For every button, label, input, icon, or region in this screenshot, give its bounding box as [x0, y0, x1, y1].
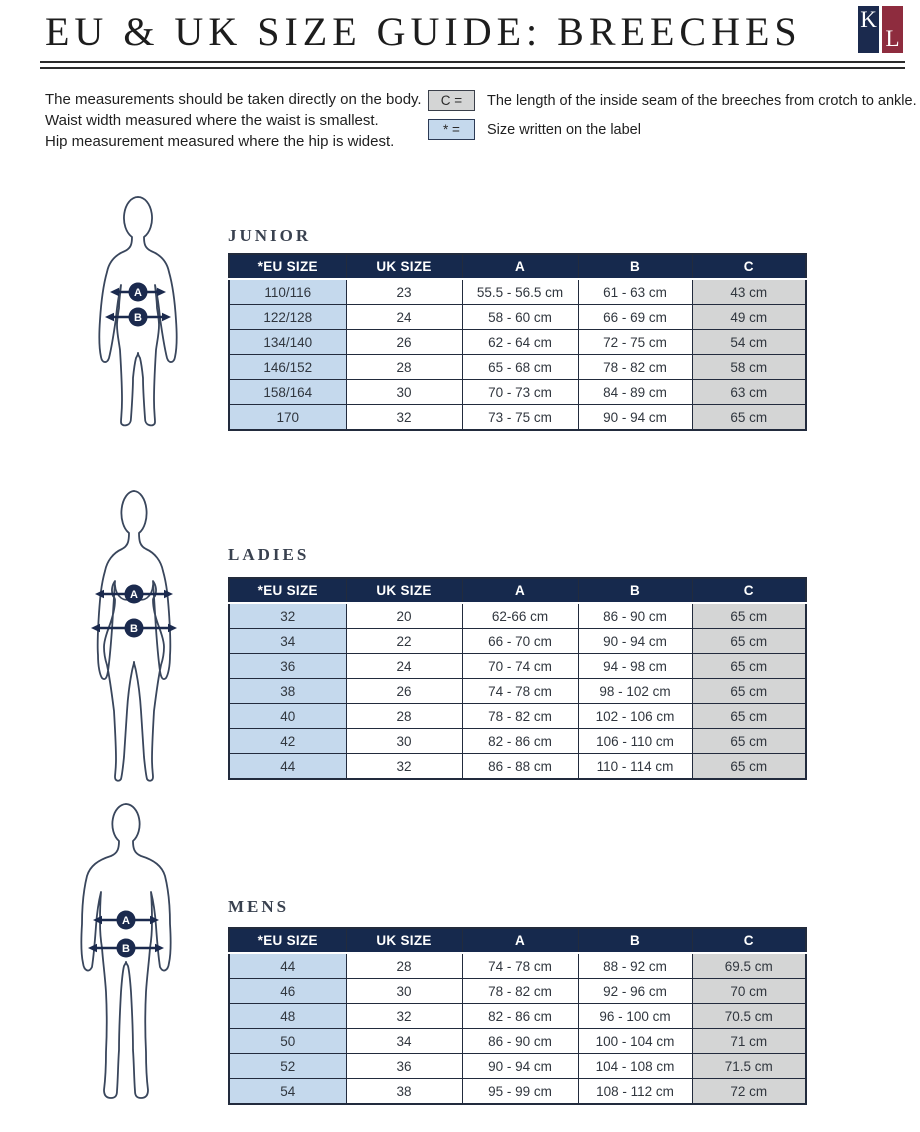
size-cell: 92 - 96 cm	[578, 979, 692, 1004]
size-cell: 108 - 112 cm	[578, 1079, 692, 1105]
column-header-c: C	[692, 254, 806, 279]
size-cell: 32	[229, 603, 346, 629]
size-row	[229, 629, 806, 654]
junior-size-table	[228, 253, 807, 431]
hip-label: B	[134, 312, 142, 324]
size-cell: 106 - 110 cm	[578, 729, 692, 754]
ladies-body-outline-mirror	[134, 491, 170, 781]
size-cell: 96 - 100 cm	[578, 1004, 692, 1029]
ladies-header-row	[229, 578, 806, 603]
size-cell: 26	[346, 679, 462, 704]
intro-line-1: The measurements should be taken directly on the body.	[45, 91, 422, 108]
size-cell: 63 cm	[692, 380, 806, 405]
intro-line-3: Hip measurement measured where the hip is widest.	[45, 133, 395, 150]
logo-k-letter: K	[860, 7, 877, 32]
size-cell: 62 - 64 cm	[462, 330, 578, 355]
intro-text	[45, 89, 422, 152]
size-cell: 82 - 86 cm	[462, 1004, 578, 1029]
size-cell: 49 cm	[692, 305, 806, 330]
column-header-c: C	[692, 928, 806, 953]
size-row	[229, 603, 806, 629]
logo-l-letter: L	[885, 26, 900, 51]
waist-label: A	[130, 589, 138, 601]
size-cell: 134/140	[229, 330, 346, 355]
column-header-eu-size: *EU SIZE	[229, 254, 346, 279]
size-cell: 71 cm	[692, 1029, 806, 1054]
size-cell: 30	[346, 380, 462, 405]
size-row	[229, 704, 806, 729]
ladies-body-outline	[98, 491, 134, 781]
size-cell: 73 - 75 cm	[462, 405, 578, 431]
size-cell: 90 - 94 cm	[462, 1054, 578, 1079]
column-header-uk-size: UK SIZE	[346, 254, 462, 279]
size-cell: 44	[229, 953, 346, 979]
size-cell: 66 - 69 cm	[578, 305, 692, 330]
size-cell: 86 - 90 cm	[462, 1029, 578, 1054]
size-cell: 65 cm	[692, 729, 806, 754]
size-cell: 78 - 82 cm	[462, 704, 578, 729]
size-cell: 58 - 60 cm	[462, 305, 578, 330]
size-cell: 70 cm	[692, 979, 806, 1004]
column-header-a: A	[462, 578, 578, 603]
title-divider	[40, 61, 905, 69]
size-cell: 86 - 90 cm	[578, 603, 692, 629]
size-cell: 122/128	[229, 305, 346, 330]
ladies-body-figure	[88, 487, 180, 786]
waist-label: A	[134, 287, 142, 299]
size-cell: 65 cm	[692, 654, 806, 679]
legend-asterisk-box: * =	[428, 119, 475, 140]
size-cell: 44	[229, 754, 346, 780]
size-cell: 36	[229, 654, 346, 679]
hip-measurement-arrow	[91, 619, 177, 638]
size-cell: 70 - 73 cm	[462, 380, 578, 405]
size-cell: 40	[229, 704, 346, 729]
size-cell: 38	[346, 1079, 462, 1105]
size-cell: 58 cm	[692, 355, 806, 380]
size-cell: 98 - 102 cm	[578, 679, 692, 704]
hip-label: B	[130, 623, 138, 635]
legend-c-box: C =	[428, 90, 475, 111]
size-cell: 104 - 108 cm	[578, 1054, 692, 1079]
size-cell: 54 cm	[692, 330, 806, 355]
size-cell: 78 - 82 cm	[578, 355, 692, 380]
column-header-b: B	[578, 578, 692, 603]
size-cell: 61 - 63 cm	[578, 279, 692, 305]
intro-line-2: Waist width measured where the waist is smallest.	[45, 112, 379, 129]
legend-c-row	[428, 90, 917, 111]
legend-c-label: The length of the inside seam of the breeches from crotch to ankle.	[487, 92, 917, 109]
logo-k-block	[858, 6, 879, 53]
column-header-c: C	[692, 578, 806, 603]
size-cell: 38	[229, 679, 346, 704]
size-cell: 26	[346, 330, 462, 355]
size-cell: 95 - 99 cm	[462, 1079, 578, 1105]
size-cell: 24	[346, 654, 462, 679]
column-header-eu-size: *EU SIZE	[229, 578, 346, 603]
size-cell: 74 - 78 cm	[462, 679, 578, 704]
size-row	[229, 679, 806, 704]
size-cell: 158/164	[229, 380, 346, 405]
size-row	[229, 1004, 806, 1029]
size-cell: 74 - 78 cm	[462, 953, 578, 979]
size-cell: 28	[346, 704, 462, 729]
size-cell: 71.5 cm	[692, 1054, 806, 1079]
size-cell: 94 - 98 cm	[578, 654, 692, 679]
size-cell: 36	[346, 1054, 462, 1079]
size-cell: 110 - 114 cm	[578, 754, 692, 780]
size-cell: 65 cm	[692, 629, 806, 654]
junior-header-row	[229, 254, 806, 279]
size-row	[229, 1054, 806, 1079]
size-cell: 43 cm	[692, 279, 806, 305]
size-cell: 50	[229, 1029, 346, 1054]
mens-body-figure	[76, 802, 176, 1102]
size-cell: 110/116	[229, 279, 346, 305]
size-cell: 28	[346, 953, 462, 979]
size-cell: 102 - 106 cm	[578, 704, 692, 729]
size-cell: 55.5 - 56.5 cm	[462, 279, 578, 305]
size-row	[229, 355, 806, 380]
hip-label: B	[122, 943, 130, 955]
size-cell: 34	[229, 629, 346, 654]
size-cell: 100 - 104 cm	[578, 1029, 692, 1054]
size-cell: 70 - 74 cm	[462, 654, 578, 679]
waist-measurement-arrow	[93, 911, 159, 930]
size-row	[229, 654, 806, 679]
size-row	[229, 305, 806, 330]
column-header-uk-size: UK SIZE	[346, 578, 462, 603]
brand-logo	[858, 6, 906, 54]
size-cell: 34	[346, 1029, 462, 1054]
size-cell: 65 cm	[692, 405, 806, 431]
page-title: EU & UK SIZE GUIDE: BREECHES	[45, 9, 802, 54]
size-cell: 65 - 68 cm	[462, 355, 578, 380]
column-header-b: B	[578, 254, 692, 279]
size-row	[229, 330, 806, 355]
size-cell: 65 cm	[692, 704, 806, 729]
size-cell: 90 - 94 cm	[578, 629, 692, 654]
size-cell: 46	[229, 979, 346, 1004]
size-cell: 170	[229, 405, 346, 431]
size-cell: 30	[346, 979, 462, 1004]
mens-size-table	[228, 927, 807, 1105]
size-cell: 48	[229, 1004, 346, 1029]
size-cell: 62-66 cm	[462, 603, 578, 629]
size-cell: 66 - 70 cm	[462, 629, 578, 654]
mens-header-row	[229, 928, 806, 953]
size-row	[229, 1029, 806, 1054]
size-cell: 54	[229, 1079, 346, 1105]
size-cell: 88 - 92 cm	[578, 953, 692, 979]
size-cell: 86 - 88 cm	[462, 754, 578, 780]
size-row	[229, 953, 806, 979]
logo-l-block	[882, 6, 903, 53]
waist-label: A	[122, 915, 130, 927]
section-heading-junior: JUNIOR	[228, 226, 312, 245]
column-header-b: B	[578, 928, 692, 953]
size-cell: 84 - 89 cm	[578, 380, 692, 405]
size-cell: 23	[346, 279, 462, 305]
size-cell: 90 - 94 cm	[578, 405, 692, 431]
size-row	[229, 279, 806, 305]
size-row	[229, 405, 806, 431]
size-cell: 32	[346, 405, 462, 431]
size-cell: 32	[346, 1004, 462, 1029]
size-row	[229, 754, 806, 780]
size-cell: 22	[346, 629, 462, 654]
size-cell: 42	[229, 729, 346, 754]
size-cell: 30	[346, 729, 462, 754]
size-row	[229, 729, 806, 754]
size-row	[229, 380, 806, 405]
waist-measurement-arrow	[95, 585, 173, 604]
size-cell: 78 - 82 cm	[462, 979, 578, 1004]
section-heading-ladies: LADIES	[228, 545, 310, 564]
size-cell: 72 - 75 cm	[578, 330, 692, 355]
size-cell: 72 cm	[692, 1079, 806, 1105]
size-cell: 20	[346, 603, 462, 629]
column-header-a: A	[462, 928, 578, 953]
size-cell: 69.5 cm	[692, 953, 806, 979]
legend-asterisk-label: Size written on the label	[487, 121, 641, 138]
size-cell: 70.5 cm	[692, 1004, 806, 1029]
column-header-a: A	[462, 254, 578, 279]
column-header-uk-size: UK SIZE	[346, 928, 462, 953]
column-header-eu-size: *EU SIZE	[229, 928, 346, 953]
size-row	[229, 1079, 806, 1105]
size-cell: 52	[229, 1054, 346, 1079]
size-cell: 65 cm	[692, 679, 806, 704]
size-cell: 28	[346, 355, 462, 380]
size-cell: 82 - 86 cm	[462, 729, 578, 754]
size-cell: 146/152	[229, 355, 346, 380]
hip-measurement-arrow	[88, 939, 164, 958]
size-cell: 32	[346, 754, 462, 780]
legend-asterisk-row	[428, 119, 641, 140]
size-row	[229, 979, 806, 1004]
size-cell: 65 cm	[692, 603, 806, 629]
ladies-size-table	[228, 577, 807, 780]
size-cell: 65 cm	[692, 754, 806, 780]
size-cell: 24	[346, 305, 462, 330]
junior-body-figure	[88, 194, 188, 430]
section-heading-mens: MENS	[228, 897, 290, 916]
